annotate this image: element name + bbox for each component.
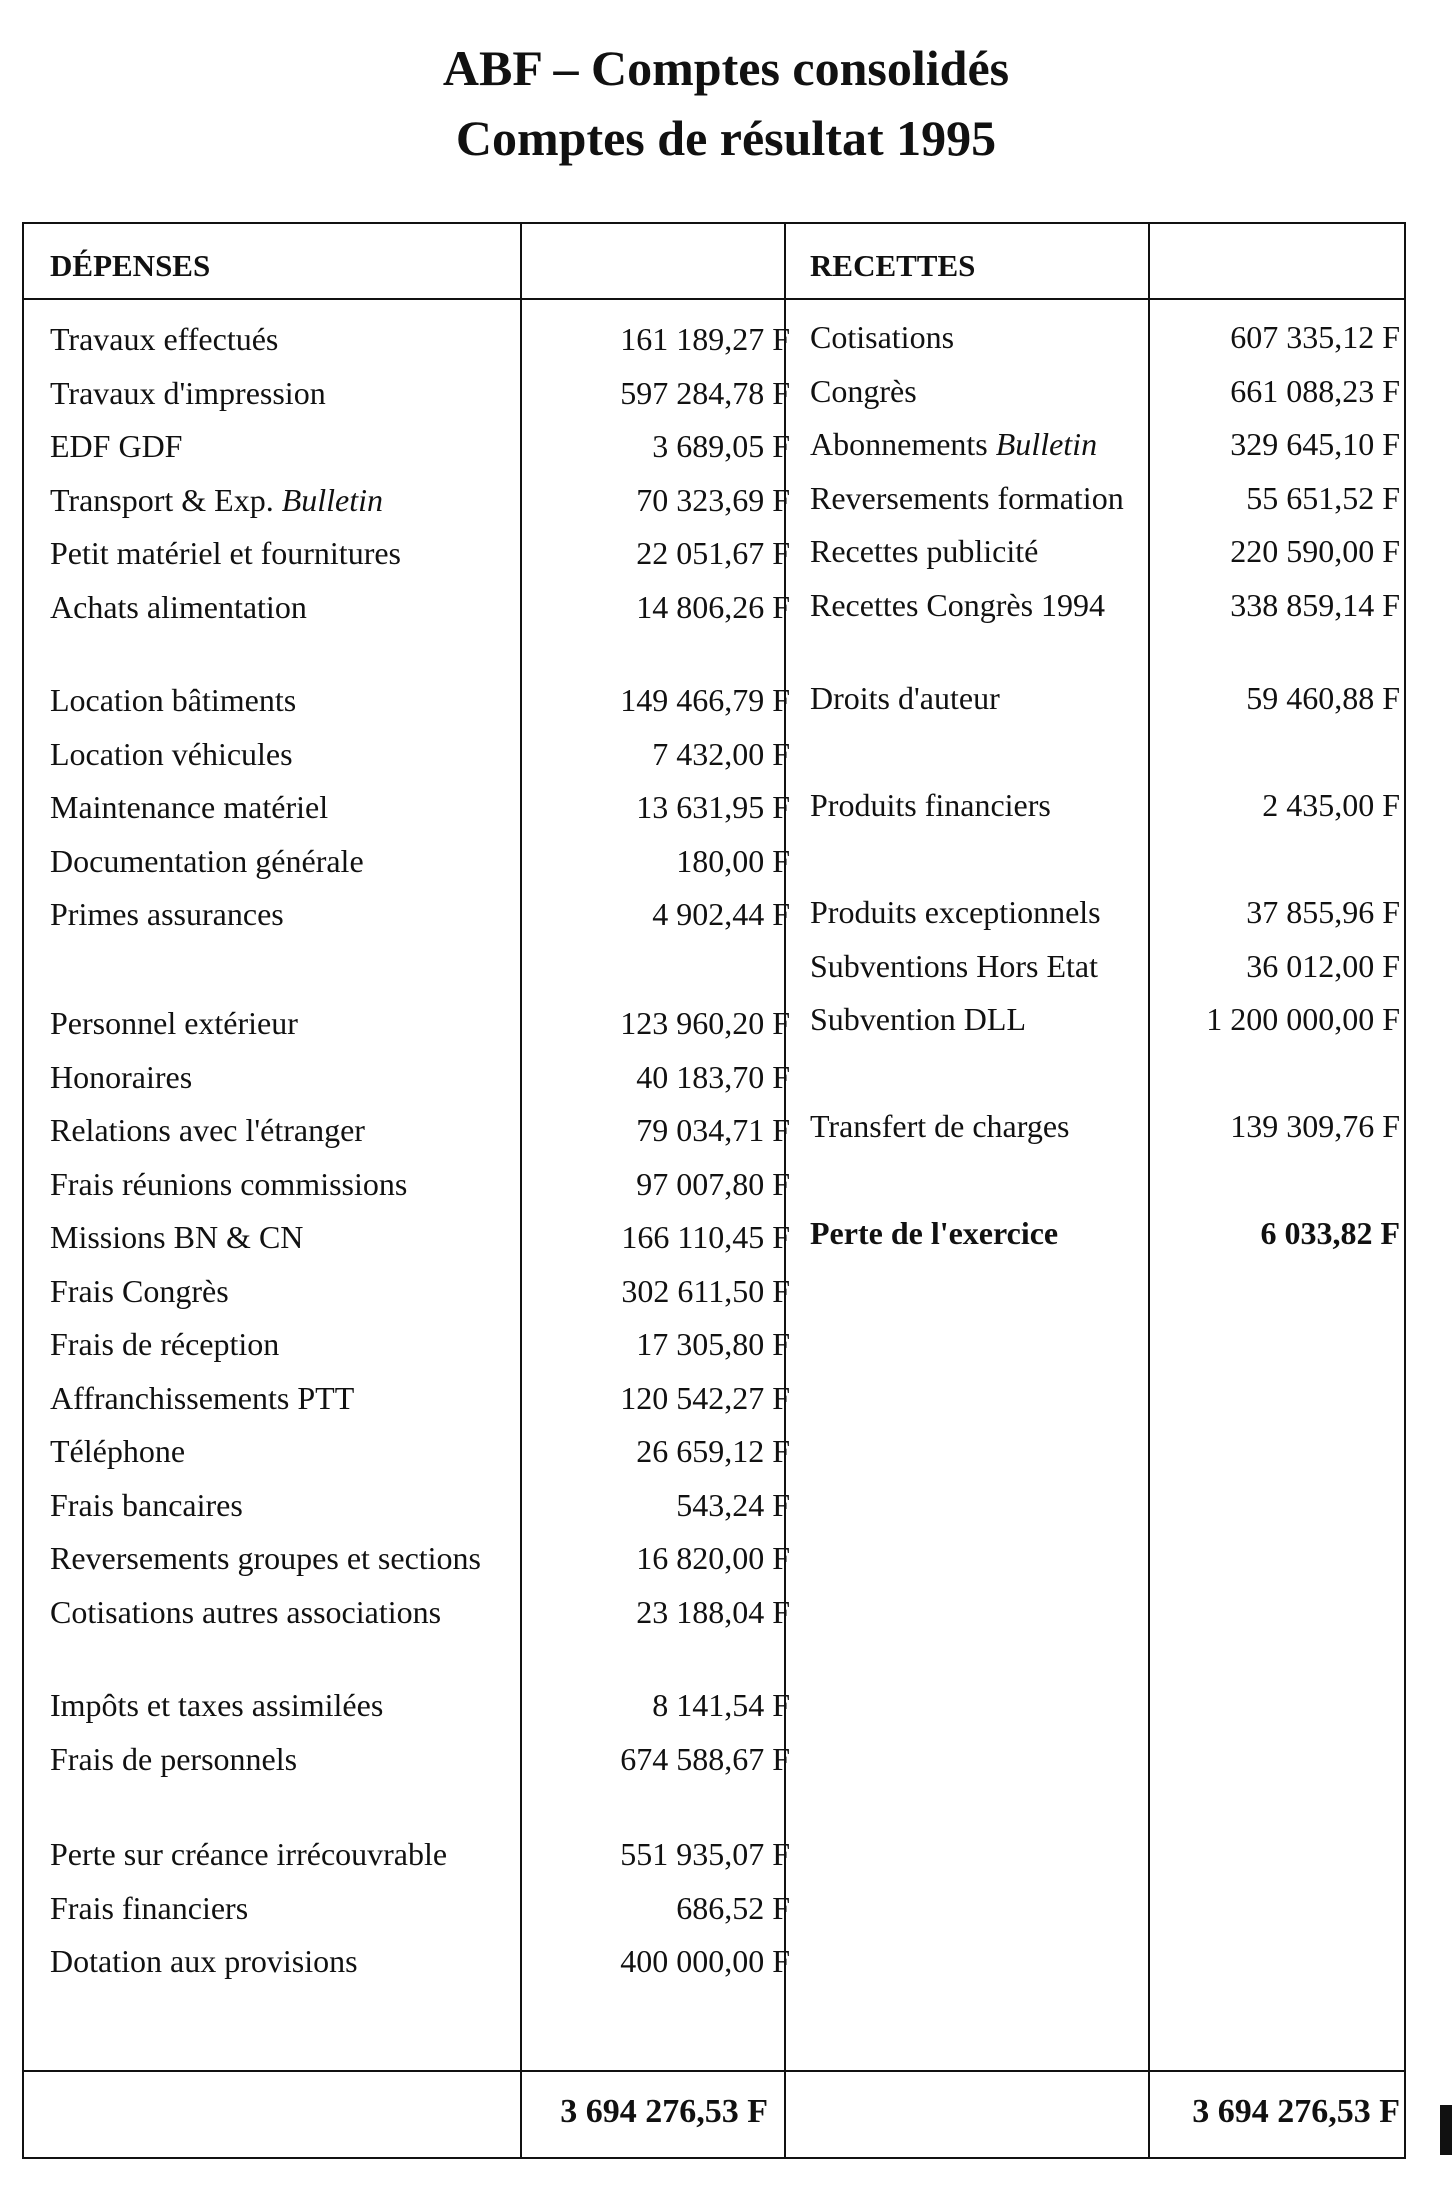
depenses-amount: 123 960,20 F <box>620 1005 790 1041</box>
depenses-amount: 180,00 F <box>676 843 790 879</box>
recettes-amount: 661 088,23 F <box>1230 373 1400 409</box>
depenses-row <box>50 1934 790 1988</box>
recettes-amount: 59 460,88 F <box>1246 680 1400 716</box>
recettes-label: Congrès <box>810 373 917 409</box>
depenses-label: Primes assurances <box>50 896 284 932</box>
depenses-label: Dotation aux provisions <box>50 1943 358 1979</box>
depenses-label: Maintenance matériel <box>50 789 329 825</box>
recettes-amount: 607 335,12 F <box>1230 319 1400 355</box>
depenses-amount: 40 183,70 F <box>636 1059 790 1095</box>
recettes-row <box>810 992 1400 1046</box>
depenses-label: Missions BN & CN <box>50 1219 304 1255</box>
depenses-row <box>50 1478 790 1532</box>
depenses-label: Documentation générale <box>50 843 364 879</box>
recettes-amount: 139 309,76 F <box>1230 1108 1400 1144</box>
depenses-row <box>50 1210 790 1264</box>
depenses-row <box>50 1678 790 1732</box>
depenses-amount: 4 902,44 F <box>652 896 790 932</box>
depenses-row <box>50 673 790 727</box>
depenses-label-italic: Bulletin <box>281 482 384 518</box>
depenses-amount: 149 466,79 F <box>620 682 790 718</box>
depenses-amount: 400 000,00 F <box>620 1943 790 1979</box>
recettes-row <box>810 471 1400 525</box>
depenses-row <box>50 1103 790 1157</box>
recettes-label-italic: Bulletin <box>995 426 1098 462</box>
depenses-label: Affranchissements PTT <box>50 1380 355 1416</box>
depenses-label: Cotisations autres associations <box>50 1594 442 1630</box>
depenses-row <box>50 1050 790 1104</box>
depenses-amount: 120 542,27 F <box>620 1380 790 1416</box>
depenses-amount: 543,24 F <box>676 1487 790 1523</box>
recettes-amount: 55 651,52 F <box>1246 480 1400 516</box>
depenses-amount: 79 034,71 F <box>636 1112 790 1148</box>
depenses-label: Frais de réception <box>50 1326 280 1362</box>
recettes-amount: 37 855,96 F <box>1246 894 1400 930</box>
depenses-label: EDF GDF <box>50 428 183 464</box>
depenses-row <box>50 834 790 888</box>
depenses-row <box>50 312 790 366</box>
recettes-amount: 329 645,10 F <box>1230 426 1400 462</box>
depenses-amount: 161 189,27 F <box>620 321 790 357</box>
recettes-label: Recettes publicité <box>810 533 1039 569</box>
recettes-header: RECETTES <box>810 248 976 283</box>
depenses-row <box>50 1317 790 1371</box>
depenses-amount: 8 141,54 F <box>652 1687 790 1723</box>
recettes-label: Subvention DLL <box>810 1001 1026 1037</box>
depenses-label: Travaux effectués <box>50 321 279 357</box>
depenses-amount: 686,52 F <box>676 1890 790 1926</box>
depenses-label: Relations avec l'étranger <box>50 1112 365 1148</box>
recettes-label: Produits exceptionnels <box>810 894 1101 930</box>
recettes-row <box>810 778 1400 832</box>
recettes-row <box>810 1099 1400 1153</box>
page-subtitle: Comptes de résultat 1995 <box>455 110 997 166</box>
depenses-label: Achats alimentation <box>50 589 307 625</box>
recettes-row <box>810 524 1400 578</box>
recettes-amount: 1 200 000,00 F <box>1206 1001 1400 1037</box>
recettes-row <box>810 1206 1400 1260</box>
recettes-amount: 6 033,82 F <box>1260 1215 1400 1251</box>
recettes-label: Produits financiers <box>810 787 1051 823</box>
recettes-row <box>810 885 1400 939</box>
depenses-amount: 7 432,00 F <box>652 736 790 772</box>
depenses-label: Impôts et taxes assimilées <box>50 1687 384 1723</box>
depenses-row <box>50 1424 790 1478</box>
depenses-row <box>50 419 790 473</box>
recettes-amount: 338 859,14 F <box>1230 587 1400 623</box>
depenses-amount: 597 284,78 F <box>620 375 790 411</box>
total-divider <box>24 2070 1404 2072</box>
recettes-label: Transfert de charges <box>810 1108 1070 1144</box>
depenses-label: Travaux d'impression <box>50 375 326 411</box>
page-edge-mark <box>1440 2105 1452 2155</box>
depenses-header: DÉPENSES <box>50 248 211 283</box>
depenses-amount: 16 820,00 F <box>636 1540 790 1576</box>
recettes-amount: 220 590,00 F <box>1230 533 1400 569</box>
depenses-label: Location véhicules <box>50 736 293 772</box>
depenses-amount: 22 051,67 F <box>636 535 790 571</box>
depenses-amount: 17 305,80 F <box>636 1326 790 1362</box>
depenses-amount: 26 659,12 F <box>636 1433 790 1469</box>
depenses-row <box>50 473 790 527</box>
depenses-amount: 13 631,95 F <box>636 789 790 825</box>
depenses-amount: 23 188,04 F <box>636 1594 790 1630</box>
recettes-label: Droits d'auteur <box>810 680 1000 716</box>
depenses-label: Personnel extérieur <box>50 1005 298 1041</box>
depenses-row <box>50 1732 790 1786</box>
depenses-row <box>50 1585 790 1639</box>
depenses-row <box>50 526 790 580</box>
depenses-label: Honoraires <box>50 1059 193 1095</box>
depenses-row <box>50 727 790 781</box>
depenses-row <box>50 1157 790 1211</box>
depenses-row <box>50 1371 790 1425</box>
header-divider <box>24 298 1404 300</box>
depenses-row <box>50 1827 790 1881</box>
depenses-label: Transport & Exp. Bulletin <box>50 482 384 518</box>
depenses-label: Perte sur créance irrécouvrable <box>50 1836 448 1872</box>
depenses-row <box>50 1881 790 1935</box>
recettes-row <box>810 939 1400 993</box>
income-statement-table <box>22 222 1406 2159</box>
recettes-label: Recettes Congrès 1994 <box>810 587 1106 623</box>
total-depenses: 3 694 276,53 F <box>560 2093 768 2130</box>
depenses-label: Frais bancaires <box>50 1487 243 1523</box>
depenses-amount: 97 007,80 F <box>636 1166 790 1202</box>
depenses-amount: 302 611,50 F <box>621 1273 790 1309</box>
recettes-amount: 36 012,00 F <box>1246 948 1400 984</box>
recettes-label: Perte de l'exercice <box>810 1215 1059 1251</box>
depenses-row <box>50 366 790 420</box>
depenses-amount: 551 935,07 F <box>620 1836 790 1872</box>
total-recettes: 3 694 276,53 F <box>1192 2093 1400 2130</box>
depenses-label: Reversements groupes et sections <box>50 1540 481 1576</box>
depenses-amount: 70 323,69 F <box>636 482 790 518</box>
depenses-amount: 166 110,45 F <box>621 1219 790 1255</box>
depenses-row <box>50 1264 790 1318</box>
recettes-amount: 2 435,00 F <box>1262 787 1400 823</box>
depenses-row <box>50 580 790 634</box>
recettes-row <box>810 671 1400 725</box>
depenses-label: Frais Congrès <box>50 1273 229 1309</box>
depenses-amount: 674 588,67 F <box>620 1741 790 1777</box>
depenses-amount: 3 689,05 F <box>652 428 790 464</box>
depenses-amount: 14 806,26 F <box>636 589 790 625</box>
recettes-row <box>810 310 1400 364</box>
recettes-row <box>810 578 1400 632</box>
depenses-label: Frais financiers <box>50 1890 249 1926</box>
recettes-label: Cotisations <box>810 319 955 355</box>
recettes-row <box>810 364 1400 418</box>
depenses-label: Frais de personnels <box>50 1741 298 1777</box>
recettes-row <box>810 417 1400 471</box>
depenses-label: Téléphone <box>50 1433 186 1469</box>
depenses-row <box>50 1531 790 1585</box>
recettes-label: Reversements formation <box>810 480 1124 516</box>
recettes-label: Subventions Hors Etat <box>810 948 1098 984</box>
page-title: ABF – Comptes consolidés <box>442 40 1010 96</box>
depenses-label: Frais réunions commissions <box>50 1166 408 1202</box>
depenses-label: Location bâtiments <box>50 682 297 718</box>
recettes-label: Abonnements Bulletin <box>810 426 1098 462</box>
depenses-row <box>50 996 790 1050</box>
depenses-row <box>50 780 790 834</box>
depenses-label: Petit matériel et fournitures <box>50 535 401 571</box>
depenses-row <box>50 887 790 941</box>
